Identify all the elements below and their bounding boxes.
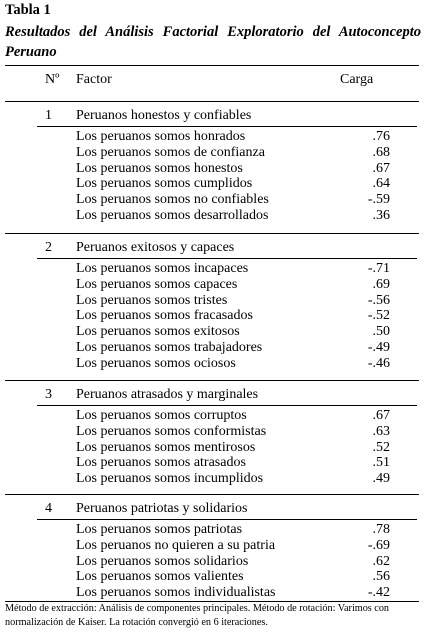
item-statement: Los peruanos somos atrasados bbox=[76, 455, 246, 471]
factor-name: Peruanos honestos y confiables bbox=[76, 108, 252, 123]
item-loading: .76 bbox=[372, 129, 390, 144]
item-loading: .36 bbox=[372, 208, 390, 223]
item-statement: Los peruanos somos incumplidos bbox=[76, 471, 264, 487]
item-statement: Los peruanos somos capaces bbox=[76, 276, 238, 292]
item-loading: -.69 bbox=[367, 537, 390, 553]
item-loading: -.71 bbox=[367, 261, 390, 276]
header-loading: Carga bbox=[340, 72, 374, 87]
header-number: Nº bbox=[45, 72, 60, 87]
item-statement: Los peruanos somos no confiables bbox=[76, 192, 269, 208]
factor-name: Peruanos exitosos y capaces bbox=[76, 240, 235, 255]
item-loading: .78 bbox=[372, 522, 390, 537]
item-statement: Los peruanos somos conformistas bbox=[76, 423, 267, 439]
item-loading: .64 bbox=[372, 176, 390, 192]
item-statement: Los peruanos somos mentirosos bbox=[76, 439, 256, 455]
item-statement: Los peruanos somos individualistas bbox=[76, 585, 276, 601]
factor-items-rule bbox=[37, 258, 417, 259]
factor-separator-rule bbox=[5, 494, 419, 495]
factor-number: 3 bbox=[45, 387, 52, 402]
item-statement: Los peruanos somos trabajadores bbox=[76, 340, 263, 355]
item-statement: Los peruanos somos de confianza bbox=[76, 144, 265, 160]
top-rule bbox=[5, 65, 419, 66]
item-loading: -.42 bbox=[367, 585, 390, 601]
factor-name: Peruanos atrasados y marginales bbox=[76, 387, 259, 402]
item-statement: Los peruanos somos cumplidos bbox=[76, 176, 253, 192]
item-loading: -.46 bbox=[367, 355, 390, 371]
item-loading: -.49 bbox=[367, 340, 390, 355]
factor-items-rule bbox=[37, 519, 417, 520]
item-loading: .56 bbox=[372, 569, 390, 585]
item-loading: .50 bbox=[372, 324, 390, 340]
item-loading: .67 bbox=[372, 408, 390, 423]
table-title: Tabla 1 bbox=[5, 2, 51, 18]
item-statement: Los peruanos somos exitosos bbox=[76, 324, 240, 340]
factor-separator-rule bbox=[5, 380, 419, 381]
table-subtitle: Resultados del Análisis Factorial Exploratorio del Autoconcepto Peruano bbox=[5, 24, 421, 60]
item-statement: Los peruanos somos corruptos bbox=[76, 408, 247, 423]
item-statement: Los peruanos somos desarrollados bbox=[76, 208, 269, 223]
item-loading: .52 bbox=[372, 439, 390, 455]
factor-number: 2 bbox=[45, 240, 52, 255]
item-loading: .67 bbox=[372, 160, 390, 176]
factor-items-rule bbox=[37, 126, 417, 127]
item-statement: Los peruanos somos incapaces bbox=[76, 261, 249, 276]
item-statement: Los peruanos somos ociosos bbox=[76, 355, 236, 371]
factor-number: 1 bbox=[45, 108, 52, 123]
item-loading: -.56 bbox=[367, 292, 390, 308]
item-statement: Los peruanos somos valientes bbox=[76, 569, 244, 585]
item-loading: -.59 bbox=[367, 192, 390, 208]
item-statement: Los peruanos somos honrados bbox=[76, 129, 246, 144]
item-statement: Los peruanos somos fracasados bbox=[76, 308, 253, 324]
item-statement: Los peruanos no quieren a su patria bbox=[76, 537, 276, 553]
factor-name: Peruanos patriotas y solidarios bbox=[76, 501, 248, 516]
factor-separator-rule bbox=[5, 101, 419, 102]
item-statement: Los peruanos somos patriotas bbox=[76, 522, 243, 537]
factor-items-rule bbox=[37, 405, 417, 406]
item-statement: Los peruanos somos tristes bbox=[76, 292, 228, 308]
item-statement: Los peruanos somos honestos bbox=[76, 160, 243, 176]
factor-number: 4 bbox=[45, 501, 52, 516]
table-note: Método de extracción: Análisis de componentes principales. Método de rotación: Varimos con normalización de Kaiser. La rotación convergió en 6 iteraciones. bbox=[5, 603, 390, 628]
item-statement: Los peruanos somos solidarios bbox=[76, 553, 249, 569]
item-loading: .68 bbox=[372, 144, 390, 160]
item-loading: .62 bbox=[372, 553, 390, 569]
item-loading: .63 bbox=[372, 423, 390, 439]
item-loading: -.52 bbox=[367, 308, 390, 324]
item-loading: .69 bbox=[372, 276, 390, 292]
item-loading: .49 bbox=[372, 471, 390, 487]
header-factor: Factor bbox=[76, 72, 112, 87]
factor-separator-rule bbox=[5, 233, 419, 234]
item-loading: .51 bbox=[372, 455, 390, 471]
